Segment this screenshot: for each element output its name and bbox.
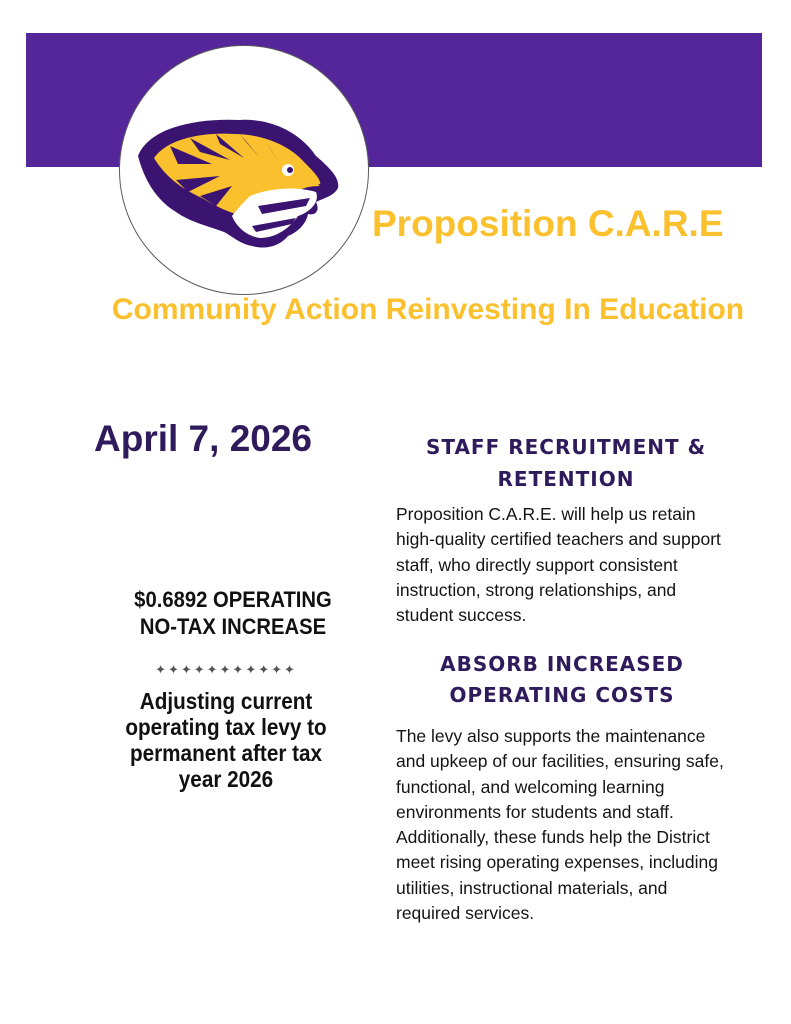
levy-note-line: NO-TAX INCREASE (139, 614, 327, 639)
levy-rate-block (109, 586, 357, 640)
page-subtitle: Community Action Reinvesting In Education (111, 293, 745, 326)
tiger-mascot-icon (119, 45, 369, 295)
levy-adjustment-text: Adjusting current operating tax levy to permanent after tax year 2026 (125, 688, 327, 792)
staff-recruitment-text: Proposition C.A.R.E. will help us retain high-quality certified teachers and support staff, who directly support consistent instruction, strong relationships, and student success. (396, 504, 721, 626)
star-divider: ✦✦✦✦✦✦✦✦✦✦✦ (155, 662, 297, 677)
page-title: Proposition C.A.R.E (372, 203, 724, 244)
operating-costs-heading: ABSORB INCREASED OPERATING COSTS (440, 652, 684, 707)
election-date: April 7, 2026 (94, 418, 313, 459)
levy-rate-line: $0.6892 OPERATING (134, 587, 332, 612)
operating-costs-text: The levy also supports the maintenance and upkeep of our facilities, ensuring safe, functional, and welcoming learning environments for students and staff. Additionally, these funds help the District meet rising operating expenses, including utilities, instructional materials, and required services. (396, 726, 724, 924)
staff-recruitment-heading: STAFF RECRUITMENT & RETENTION (425, 435, 707, 491)
